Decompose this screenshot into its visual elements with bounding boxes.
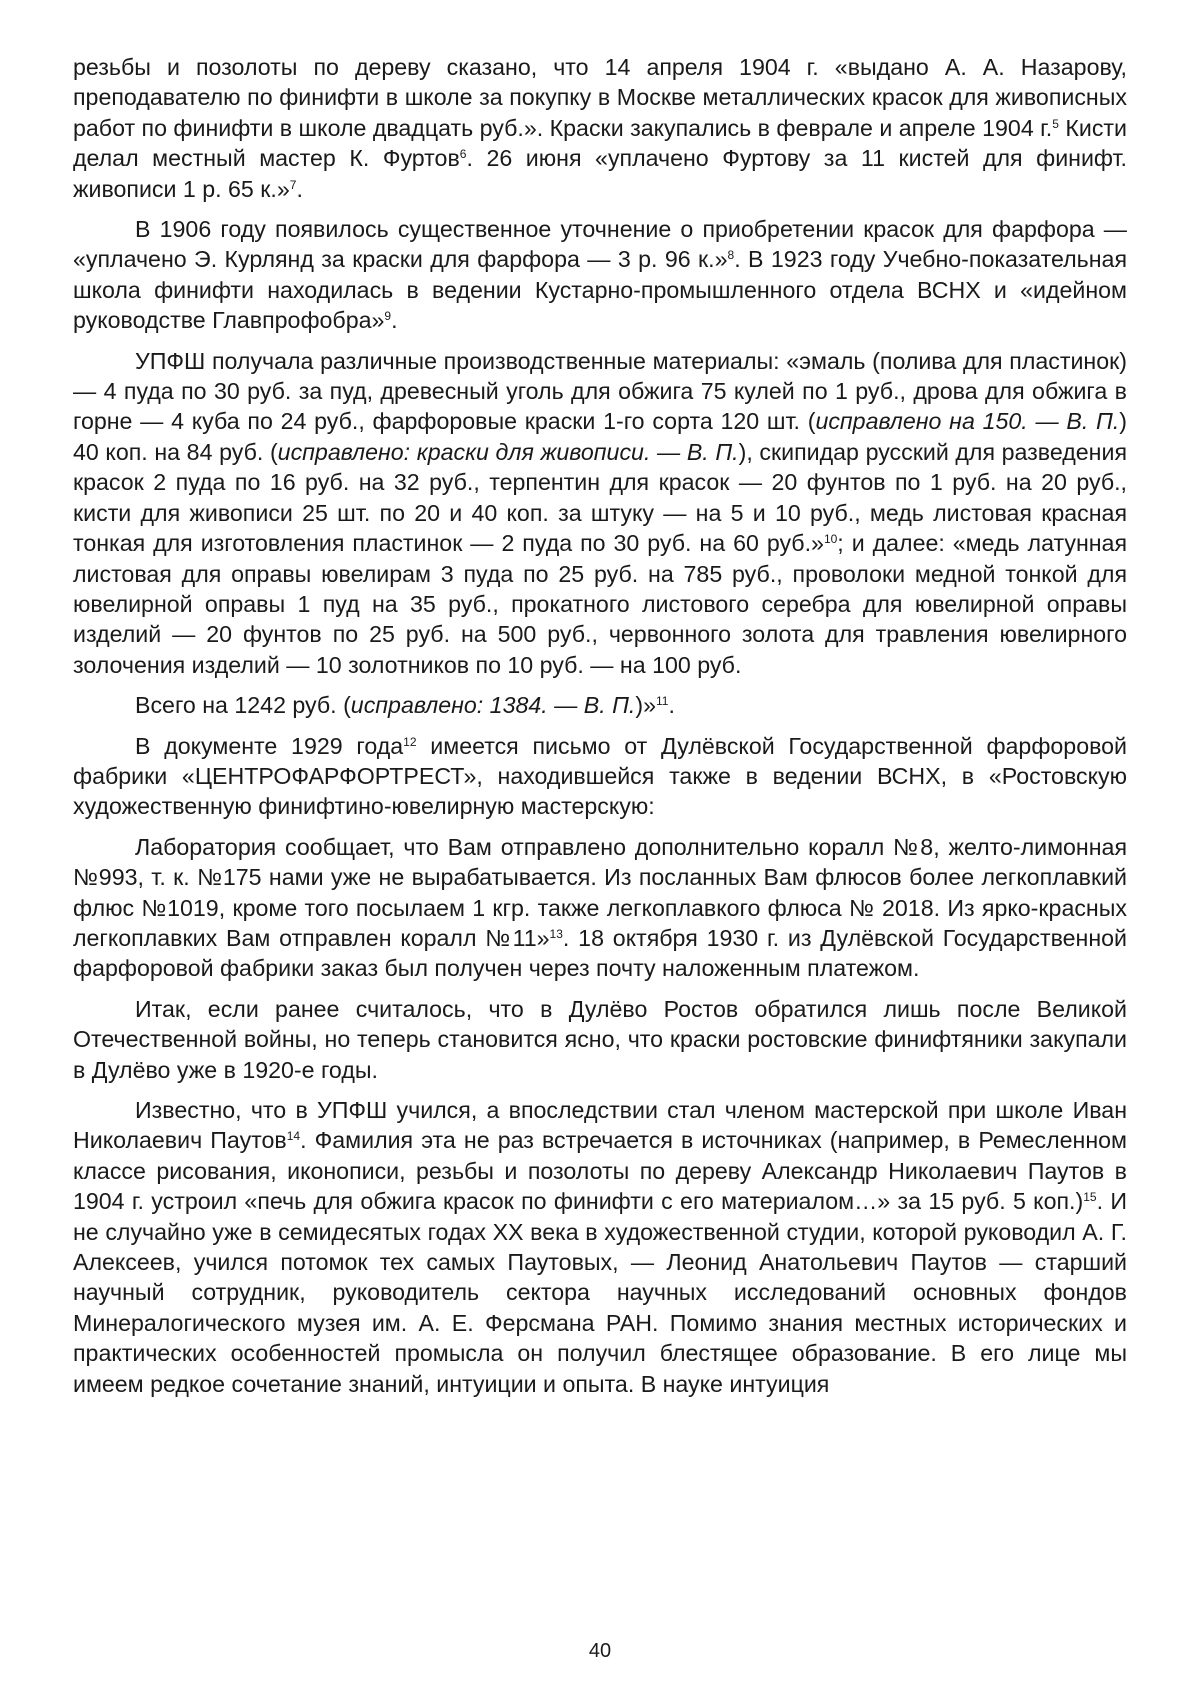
page-number: 40 bbox=[588, 1640, 612, 1662]
text-run: Лаборатория сообщает, что Вам отправлено дополнительно коралл №8, желто-лимонная №993, т. к. №175 нами уже не вырабатывается. Из посланных Вам флюсов более легкоплавкий флюс №1019, кроме того посылаем 1 кгр. также легкоплавкого флюса № 2018. Из ярко-красных легкоплавких Вам отправлен коралл №11» bbox=[73, 833, 1127, 951]
footnote-ref: 6 bbox=[459, 147, 467, 162]
footnote-ref: 9 bbox=[384, 309, 392, 324]
text-run: Известно, что в УПФШ учился, а впоследствии стал членом мастерской при школе Иван Николаевич Паутов bbox=[73, 1097, 1127, 1154]
paragraph bbox=[73, 994, 1127, 1085]
editor-note: исправлено: краски для живописи. — В. П. bbox=[277, 438, 739, 465]
footnote-ref: 7 bbox=[289, 177, 297, 192]
editor-note: исправлено: 1384. — В. П. bbox=[350, 692, 636, 719]
text-run: )» bbox=[635, 692, 657, 719]
text-run: Итак, если ранее считалось, что в Дулёво Ростов обратился лишь после Великой Отечественной войны, но теперь становится ясно, что краски ростовские финифтяники закупали в Дулёво уже в 1920-е годы. bbox=[73, 995, 1127, 1083]
footnote-ref: 8 bbox=[727, 248, 735, 263]
text-run: УПФШ получала различные производственные материалы: «эмаль (полива для пластинок) — 4 пуда по 30 руб. за пуд, древесный уголь для обжига 75 кулей по 1 руб., дрова для обжига в горне — 4 куба по 24 руб., фарфоровые краски 1-го сорта 120 шт. ( bbox=[73, 347, 1127, 435]
footnote-ref: 13 bbox=[549, 926, 563, 941]
editor-note: исправлено на 150. — В. П. bbox=[815, 408, 1120, 435]
footnote-ref: 10 bbox=[823, 532, 838, 547]
footnote-ref: 5 bbox=[1052, 116, 1059, 131]
paragraph bbox=[73, 731, 1127, 822]
text-run: резьбы и позолоты по дереву сказано, что 14 апреля 1904 г. «выдано А. А. Назарову, преподавателю по финифти в школе за покупку в Москве металлических красок для живописных работ по финифти в школе двадцать руб.». Краски закупались в феврале и апреле 1904 г. bbox=[73, 54, 1127, 141]
paragraph bbox=[73, 1095, 1127, 1399]
paragraph bbox=[73, 52, 1127, 204]
text-run: . Фамилия эта не раз встречается в источниках (например, в Ремесленном классе рисования, иконописи, резьбы и позолоты по дереву Александр Николаевич Паутов в 1904 г. устроил «печь для обжига красок по финифти с его материалом…» за 15 руб. 5 коп.) bbox=[73, 1127, 1127, 1215]
paragraph bbox=[73, 346, 1127, 680]
text-run: ; и далее: «медь латунная листовая для оправы ювелирам 3 пуда по 25 руб. на 785 руб., проволоки медной тонкой для ювелирной оправы 1 пуд на 35 руб., прокатного листового серебра для ювелирной оправы изделий — 20 фунтов по 25 руб. на 500 руб., червонного золота для травления ювелирного золочения изделий — 10 золотников по 10 руб. — на 100 руб. bbox=[73, 530, 1128, 678]
text-run: ), скипидар русский для разведения красок 2 пуда по 16 руб. на 32 руб., терпентин для красок — 20 фунтов по 1 руб. на 20 руб., кисти для живописи 25 шт. по 20 и 40 коп. за штуку — на 5 и 10 руб., медь листовая красная тонкая для изготовления пластинок — 2 пуда по 30 руб. на 60 руб.» bbox=[73, 438, 1127, 557]
text-run: . 26 июня «уплачено Фуртову за 11 кистей для финифт. живописи 1 р. 65 к.» bbox=[73, 145, 1127, 202]
text-run: В 1906 году появилось существенное уточнение о приобретении красок для фарфора — «уплачено Э. Курлянд за краски для фарфора — 3 р. 96 к.» bbox=[73, 216, 1127, 273]
text-run: Всего на 1242 руб. ( bbox=[135, 692, 351, 719]
paragraph bbox=[73, 690, 1127, 720]
paragraph bbox=[73, 214, 1127, 336]
text-run: . В 1923 году Учебно-показательная школа финифти находилась в ведении Кустарно-промышленного отдела ВСНХ и «идейном руководстве Главпрофобра» bbox=[73, 246, 1127, 334]
text-run: . 18 октября 1930 г. из Дулёвской Государственной фарфоровой фабрики заказ был получен через почту наложенным платежом. bbox=[73, 924, 1128, 982]
footnote-ref: 11 bbox=[656, 694, 669, 709]
text-run: В документе 1929 года bbox=[135, 732, 404, 759]
text-run: Кисти делал местный мастер К. Фуртов bbox=[73, 114, 1127, 172]
text-run: . bbox=[668, 692, 675, 719]
body-text bbox=[73, 52, 1127, 1409]
footnote-ref: 14 bbox=[286, 1129, 301, 1144]
text-run: имеется письмо от Дулёвской Государственной фарфоровой фабрики «ЦЕНТРОФАРФОРТРЕСТ», находившейся также в ведении ВСНХ, в «Ростовскую художественную финифтино-ювелирную мастерскую: bbox=[73, 732, 1127, 820]
footnote-ref: 12 bbox=[403, 734, 417, 749]
paragraph bbox=[73, 832, 1127, 984]
text-run: . bbox=[296, 175, 303, 202]
text-run: . И не случайно уже в семидесятых годах XX века в художественной студии, которой руководил А. Г. Алексеев, учился потомок тех самых Паутовых, — Леонид Анатольевич Паутов — старший научный сотрудник, руководитель сектора научных исследований основных фондов Минералогического музея им. А. Е. Ферсмана РАН. Помимо знания местных исторических и практических особенностей промысла он получил блестящее образование. В его лице мы имеем редкое сочетание знаний, интуиции и опыта. В науке интуиция bbox=[73, 1188, 1127, 1397]
text-run: ) 40 коп. на 84 руб. ( bbox=[73, 408, 1127, 465]
text-run: . bbox=[391, 307, 398, 334]
footnote-ref: 15 bbox=[1083, 1190, 1097, 1205]
